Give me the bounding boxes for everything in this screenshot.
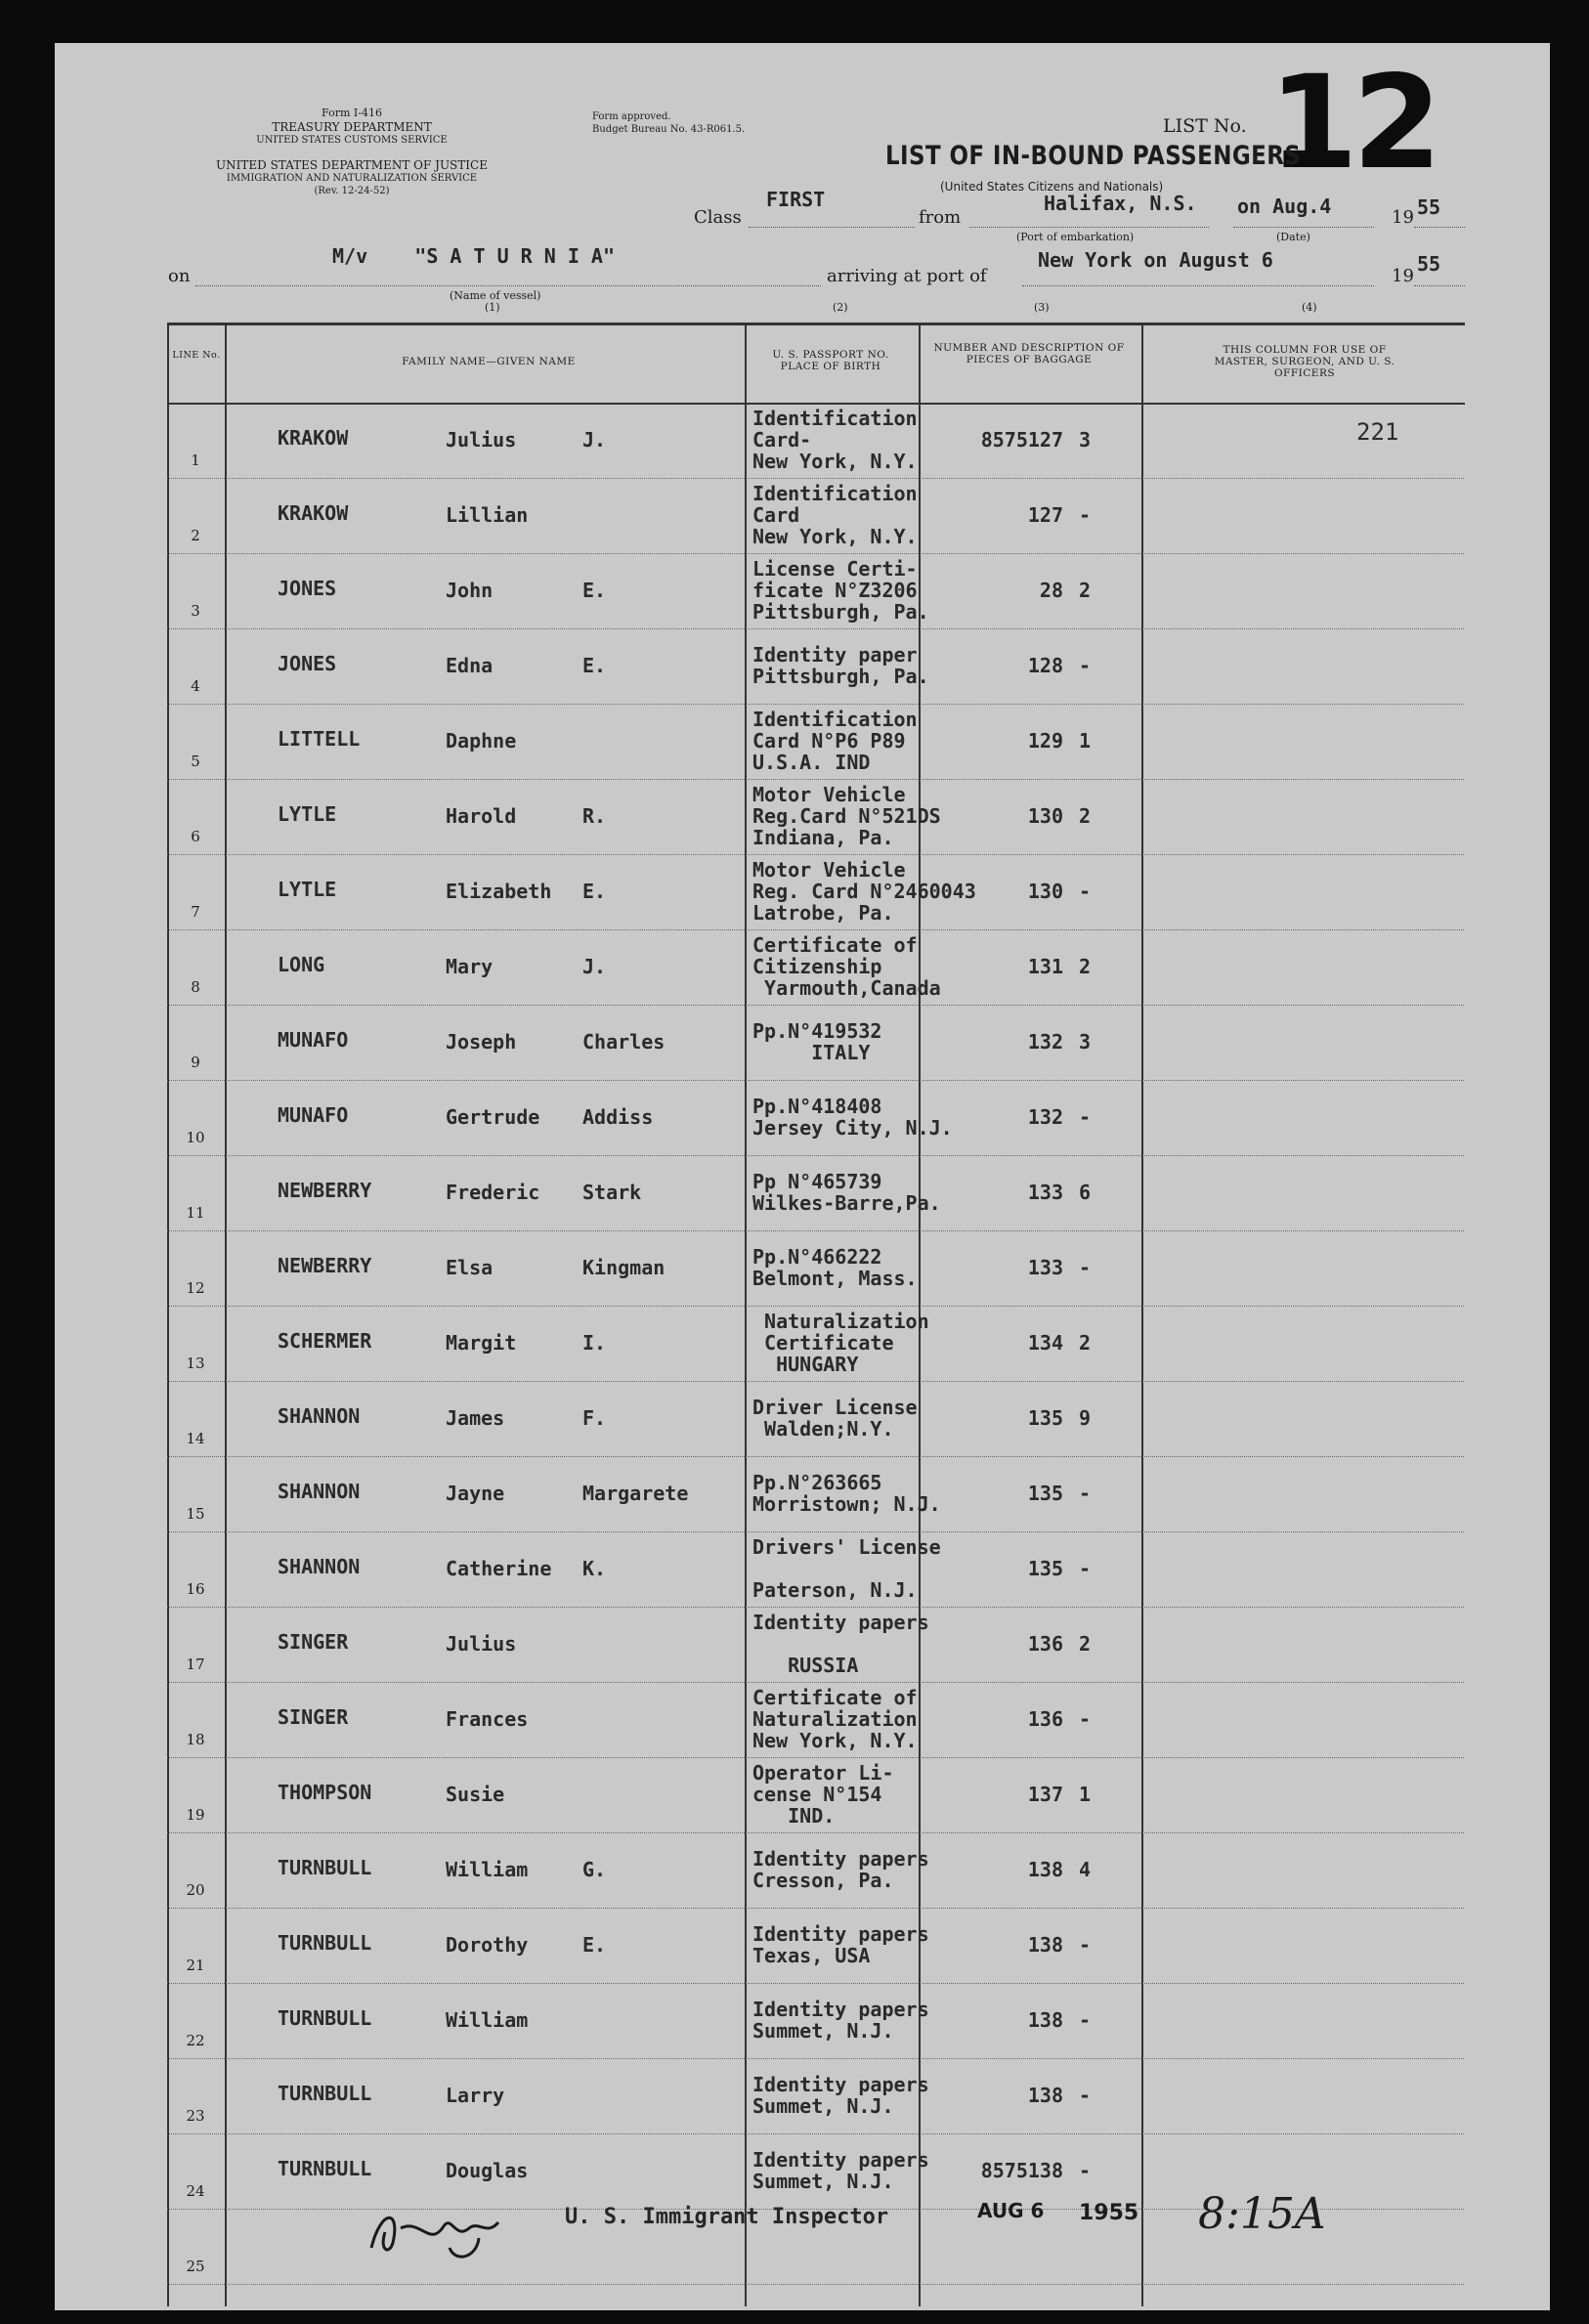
baggage-pieces: 4 xyxy=(1079,1858,1092,1881)
middle-name: F. xyxy=(582,1406,607,1430)
passport-place: Naturalization Certificate HUNGARY xyxy=(764,1310,929,1376)
passport-place: Identity papers Cresson, Pa. xyxy=(752,1847,929,1892)
col-number-2: (2) xyxy=(833,301,848,314)
given-name: Catherine xyxy=(446,1557,552,1580)
given-name: Joseph xyxy=(446,1030,517,1054)
baggage-pieces: 6 xyxy=(1079,1181,1092,1204)
family-name: SHANNON xyxy=(278,1480,361,1503)
row-divider xyxy=(167,1908,1464,1909)
family-name: LYTLE xyxy=(278,878,337,901)
baggage-pieces: 2 xyxy=(1079,579,1092,602)
given-name: Dorothy xyxy=(446,1933,529,1957)
family-name: TURNBULL xyxy=(278,2082,372,2105)
baggage-number: 130 xyxy=(1027,880,1063,903)
list-number: 12 xyxy=(1268,48,1437,198)
family-name: KRAKOW xyxy=(278,426,349,450)
inspector-label: U. S. Immigrant Inspector xyxy=(565,2205,889,2229)
baggage-pieces: - xyxy=(1079,880,1092,903)
family-name: SCHERMER xyxy=(278,1329,372,1353)
middle-name: E. xyxy=(582,880,607,903)
baggage-number: 8575138 xyxy=(980,2159,1063,2182)
line-number: 1 xyxy=(191,452,200,469)
line-number: 13 xyxy=(186,1355,205,1372)
middle-name: Addiss xyxy=(582,1105,654,1129)
family-name: TURNBULL xyxy=(278,1931,372,1955)
baggage-pieces: 2 xyxy=(1079,1331,1092,1355)
row-divider xyxy=(167,553,1464,554)
line-number: 11 xyxy=(186,1204,205,1222)
middle-name: Stark xyxy=(582,1181,642,1204)
line-number: 4 xyxy=(191,677,200,695)
passport-place: Pp.N°263665 Morristown; N.J. xyxy=(752,1471,941,1516)
stamp-date: AUG 6 xyxy=(977,2199,1045,2222)
date-label: (Date) xyxy=(1276,231,1310,243)
middle-name: I. xyxy=(582,1331,607,1355)
baggage-number: 134 xyxy=(1027,1331,1063,1355)
year-prefix-2: 19 xyxy=(1392,266,1414,286)
row-divider xyxy=(167,628,1464,629)
inspector-signature xyxy=(362,2189,528,2267)
line-number: 22 xyxy=(186,2032,205,2049)
row-divider xyxy=(167,1306,1464,1307)
baggage-pieces: - xyxy=(1079,1256,1092,1279)
arrival-date: on Aug.4 xyxy=(1237,194,1332,218)
row-divider xyxy=(167,704,1464,705)
given-name: James xyxy=(446,1406,505,1430)
passport-place: Identity papers Summet, N.J. xyxy=(752,2148,929,2193)
baggage-number: 128 xyxy=(1027,654,1063,677)
passport-place: Identification Card New York, N.Y. xyxy=(752,482,918,548)
baggage-pieces: 3 xyxy=(1079,1030,1092,1054)
baggage-number: 130 xyxy=(1027,804,1063,828)
baggage-number: 132 xyxy=(1027,1030,1063,1054)
header-passport: U. S. PASSPORT NO. PLACE OF BIRTH xyxy=(772,349,889,372)
baggage-number: 129 xyxy=(1027,729,1063,753)
row-divider xyxy=(167,1832,1464,1833)
baggage-number: 138 xyxy=(1027,1933,1063,1957)
baggage-pieces: 2 xyxy=(1079,1632,1092,1656)
middle-name: E. xyxy=(582,579,607,602)
middle-name: J. xyxy=(582,955,607,978)
passport-place: Drivers' License Paterson, N.J. xyxy=(752,1535,941,1602)
given-name: Margit xyxy=(446,1331,517,1355)
line-number: 18 xyxy=(186,1731,205,1748)
baggage-number: 8575127 xyxy=(980,428,1063,452)
family-name: SINGER xyxy=(278,1705,349,1729)
baggage-number: 138 xyxy=(1027,2008,1063,2032)
form-number: Form I-416 xyxy=(322,107,382,119)
middle-name: Charles xyxy=(582,1030,666,1054)
header-baggage: NUMBER AND DESCRIPTION OF PIECES OF BAGGAGE xyxy=(933,342,1125,366)
baggage-pieces: - xyxy=(1079,1933,1092,1957)
passport-place: Motor Vehicle Reg.Card N°521DS Indiana, Pa. xyxy=(752,783,941,849)
middle-name: Kingman xyxy=(582,1256,666,1279)
middle-name: R. xyxy=(582,804,607,828)
dept-treasury: TREASURY DEPARTMENT xyxy=(272,120,432,134)
middle-name: E. xyxy=(582,654,607,677)
form-title: LIST OF IN-BOUND PASSENGERS xyxy=(885,141,1302,171)
given-name: Lillian xyxy=(446,503,529,527)
header-officers: THIS COLUMN FOR USE OF MASTER, SURGEON, AND U. S. OFFICERS xyxy=(1214,344,1396,379)
handwritten-time: 8:15A xyxy=(1198,2189,1326,2239)
baggage-pieces: - xyxy=(1079,2084,1092,2107)
port-embarkation-label: (Port of embarkation) xyxy=(1016,231,1135,243)
given-name: Julius xyxy=(446,428,517,452)
dept-justice: UNITED STATES DEPARTMENT OF JUSTICE xyxy=(216,158,488,172)
given-name: Elizabeth xyxy=(446,880,552,903)
given-name: Julius xyxy=(446,1632,517,1656)
form-subtitle: (United States Citizens and Nationals) xyxy=(940,180,1164,194)
baggage-number: 133 xyxy=(1027,1181,1063,1204)
middle-name: E. xyxy=(582,1933,607,1957)
line-number: 15 xyxy=(186,1505,205,1523)
class-label: Class xyxy=(694,207,742,228)
baggage-pieces: - xyxy=(1079,654,1092,677)
line-number: 3 xyxy=(191,602,200,620)
baggage-pieces: - xyxy=(1079,1707,1092,1731)
line-number: 12 xyxy=(186,1279,205,1297)
family-name: KRAKOW xyxy=(278,501,349,525)
from-value: Halifax, N.S. xyxy=(1044,192,1197,215)
given-name: Harold xyxy=(446,804,517,828)
given-name: Jayne xyxy=(446,1482,505,1505)
baggage-pieces: - xyxy=(1079,503,1092,527)
row-divider xyxy=(167,1230,1464,1231)
row-divider xyxy=(167,1080,1464,1081)
passport-place: Identity papers RUSSIA xyxy=(752,1611,929,1677)
line-number: 17 xyxy=(186,1656,205,1673)
baggage-number: 136 xyxy=(1027,1632,1063,1656)
on-label: on xyxy=(168,266,191,286)
middle-name: J. xyxy=(582,428,607,452)
given-name: Gertrude xyxy=(446,1105,540,1129)
baggage-number: 135 xyxy=(1027,1406,1063,1430)
row-divider xyxy=(167,478,1464,479)
line-number: 5 xyxy=(191,753,200,770)
passport-place: Identity papers Summet, N.J. xyxy=(752,2073,929,2118)
row-divider xyxy=(167,1682,1464,1683)
middle-name: K. xyxy=(582,1557,607,1580)
given-name: Susie xyxy=(446,1783,505,1806)
vessel-name-label: (Name of vessel) xyxy=(450,289,541,302)
header-line-no: LINE No. xyxy=(172,350,221,361)
middle-name: Margarete xyxy=(582,1482,689,1505)
form-approved: Form approved. xyxy=(592,111,671,122)
passport-place: Identity paper Pittsburgh, Pa. xyxy=(752,643,929,688)
line-number: 6 xyxy=(191,828,200,845)
baggage-pieces: 1 xyxy=(1079,1783,1092,1806)
baggage-pieces: 2 xyxy=(1079,955,1092,978)
passport-place: Pp.N°466222 Belmont, Mass. xyxy=(752,1245,918,1290)
passport-place: Pp N°465739 Wilkes-Barre,Pa. xyxy=(752,1170,941,1215)
passport-place: Identity papers Texas, USA xyxy=(752,1922,929,1967)
baggage-number: 127 xyxy=(1027,503,1063,527)
given-name: Daphne xyxy=(446,729,517,753)
row-divider xyxy=(167,1757,1464,1758)
given-name: John xyxy=(446,579,494,602)
col-number-3: (3) xyxy=(1034,301,1050,314)
given-name: Elsa xyxy=(446,1256,494,1279)
baggage-pieces: 2 xyxy=(1079,804,1092,828)
passport-place: Motor Vehicle Reg. Card N°2460043 Latrobe, Pa. xyxy=(752,858,976,925)
family-name: TURNBULL xyxy=(278,2157,372,2180)
col-number-1: (1) xyxy=(485,301,500,314)
passport-place: Pp.N°419532 ITALY xyxy=(752,1019,882,1064)
baggage-number: 131 xyxy=(1027,955,1063,978)
baggage-number: 138 xyxy=(1027,1858,1063,1881)
family-name: NEWBERRY xyxy=(278,1179,372,1202)
baggage-number: 135 xyxy=(1027,1482,1063,1505)
passport-place: License Certi- ficate N°Z3206 Pittsburgh, Pa. xyxy=(752,557,929,624)
family-name: TURNBULL xyxy=(278,2006,372,2030)
family-name: LONG xyxy=(278,953,325,976)
baggage-number: 28 xyxy=(1039,579,1063,602)
baggage-pieces: - xyxy=(1079,2159,1092,2182)
form-revision: (Rev. 12-24-52) xyxy=(314,186,390,196)
baggage-number: 137 xyxy=(1027,1783,1063,1806)
line-number: 23 xyxy=(186,2107,205,2125)
line-number: 14 xyxy=(186,1430,205,1447)
passport-place: Driver License Walden;N.Y. xyxy=(752,1396,918,1441)
row-divider xyxy=(167,854,1464,855)
line-number: 25 xyxy=(186,2258,205,2275)
given-name: Larry xyxy=(446,2084,505,2107)
row-divider xyxy=(167,2284,1464,2285)
given-name: Frances xyxy=(446,1707,529,1731)
line-number: 16 xyxy=(186,1580,205,1598)
stamp-year: 1955 xyxy=(1079,2201,1139,2225)
line-number: 24 xyxy=(186,2182,205,2200)
header-name: FAMILY NAME—GIVEN NAME xyxy=(402,356,576,367)
row-divider xyxy=(167,1456,1464,1457)
row-divider xyxy=(167,779,1464,780)
passport-place: Certificate of Naturalization New York, N.Y. xyxy=(752,1686,918,1752)
row-divider xyxy=(167,929,1464,930)
baggage-pieces: - xyxy=(1079,1105,1092,1129)
list-no-label: LIST No. xyxy=(1163,115,1247,137)
middle-name: G. xyxy=(582,1858,607,1881)
family-name: MUNAFO xyxy=(278,1028,349,1052)
given-name: Mary xyxy=(446,955,494,978)
passport-place: Certificate of Citizenship Yarmouth,Canada xyxy=(752,933,941,1000)
row-divider xyxy=(167,1531,1464,1532)
line-number: 9 xyxy=(191,1054,200,1071)
year-value-2: 55 xyxy=(1417,252,1441,276)
line-number: 19 xyxy=(186,1806,205,1824)
given-name: Douglas xyxy=(446,2159,529,2182)
class-value: FIRST xyxy=(766,188,826,211)
arriving-label: arriving at port of xyxy=(827,266,987,286)
family-name: TURNBULL xyxy=(278,1856,372,1879)
from-label: from xyxy=(919,207,962,228)
family-name: JONES xyxy=(278,577,337,600)
year-prefix: 19 xyxy=(1392,207,1414,228)
year-value: 55 xyxy=(1417,195,1441,219)
baggage-pieces: 3 xyxy=(1079,428,1092,452)
row-divider xyxy=(167,1005,1464,1006)
line-number: 21 xyxy=(186,1957,205,1974)
passport-place: Identification Card- New York, N.Y. xyxy=(752,407,918,473)
row-divider xyxy=(167,1607,1464,1608)
dept-justice-sub: IMMIGRATION AND NATURALIZATION SERVICE xyxy=(226,173,478,184)
family-name: LYTLE xyxy=(278,802,337,826)
family-name: SHANNON xyxy=(278,1555,361,1578)
passport-place: Operator Li- cense N°154 IND. xyxy=(752,1761,894,1828)
baggage-pieces: 1 xyxy=(1079,729,1092,753)
line-number: 2 xyxy=(191,527,200,544)
baggage-pieces: 9 xyxy=(1079,1406,1092,1430)
family-name: MUNAFO xyxy=(278,1103,349,1127)
line-number: 8 xyxy=(191,978,200,996)
line-number: 10 xyxy=(186,1129,205,1146)
row-divider xyxy=(167,1381,1464,1382)
arriving-port: New York on August 6 xyxy=(1038,248,1273,272)
baggage-number: 138 xyxy=(1027,2084,1063,2107)
given-name: William xyxy=(446,1858,529,1881)
baggage-pieces: - xyxy=(1079,1557,1092,1580)
family-name: THOMPSON xyxy=(278,1781,372,1804)
baggage-number: 135 xyxy=(1027,1557,1063,1580)
row-divider xyxy=(167,2133,1464,2134)
passport-place: Identification Card N°P6 P89 U.S.A. IND xyxy=(752,708,918,774)
family-name: SINGER xyxy=(278,1630,349,1654)
passport-place: Identity papers Summet, N.J. xyxy=(752,1998,929,2043)
passport-place: Pp.N°418408 Jersey City, N.J. xyxy=(752,1095,953,1140)
row-divider xyxy=(167,1983,1464,1984)
line-number: 7 xyxy=(191,903,200,921)
line-number: 20 xyxy=(186,1881,205,1899)
baggage-pieces: - xyxy=(1079,1482,1092,1505)
baggage-pieces: - xyxy=(1079,2008,1092,2032)
budget-bureau: Budget Bureau No. 43-R061.5. xyxy=(592,124,746,135)
family-name: SHANNON xyxy=(278,1404,361,1428)
row-divider xyxy=(167,1155,1464,1156)
given-name: Frederic xyxy=(446,1181,540,1204)
col-number-4: (4) xyxy=(1302,301,1317,314)
given-name: William xyxy=(446,2008,529,2032)
dept-treasury-sub: UNITED STATES CUSTOMS SERVICE xyxy=(256,135,448,146)
baggage-number: 136 xyxy=(1027,1707,1063,1731)
vessel-name: M/v "S A T U R N I A" xyxy=(332,244,615,268)
family-name: NEWBERRY xyxy=(278,1254,372,1277)
family-name: JONES xyxy=(278,652,337,675)
officer-note: 221 xyxy=(1356,418,1399,446)
row-divider xyxy=(167,2058,1464,2059)
family-name: LITTELL xyxy=(278,727,361,751)
given-name: Edna xyxy=(446,654,494,677)
baggage-number: 133 xyxy=(1027,1256,1063,1279)
baggage-number: 132 xyxy=(1027,1105,1063,1129)
